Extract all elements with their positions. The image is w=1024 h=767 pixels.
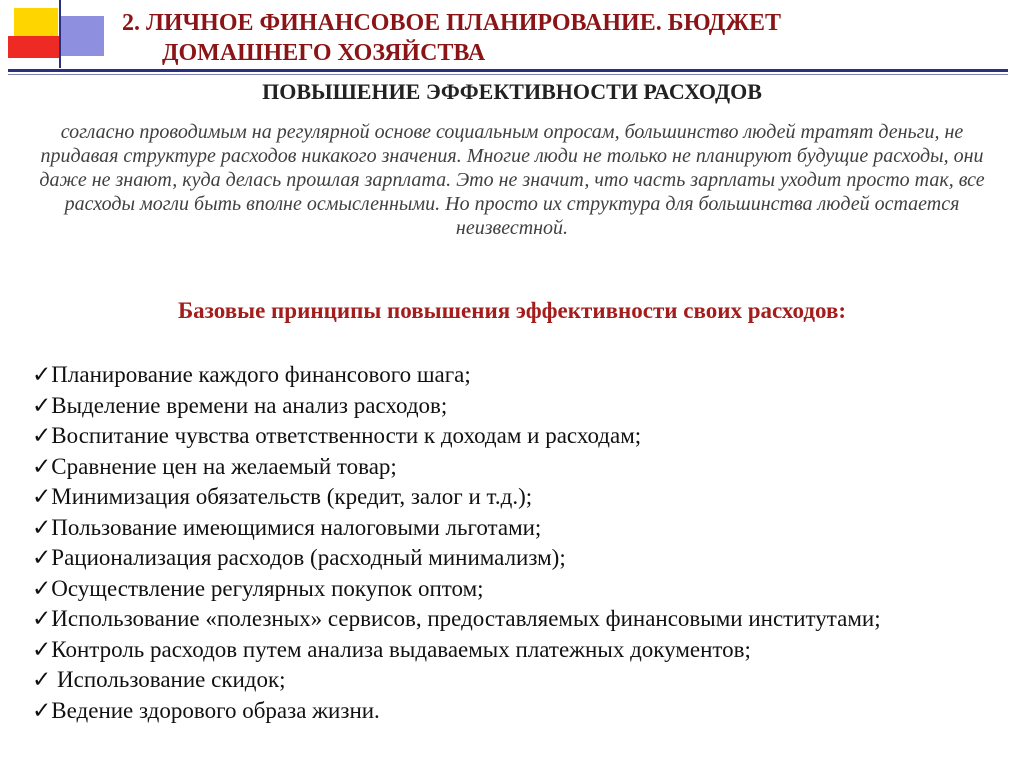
checkmark-icon: ✓ — [32, 423, 52, 448]
principle-text: Сравнение цен на желаемый товар; — [51, 453, 397, 479]
principle-text: Минимизация обязательств (кредит, залог и т.д.); — [51, 484, 533, 509]
principles-heading: Базовые принципы повышения эффективности своих расходов: — [177, 298, 847, 323]
intro-paragraph: согласно проводимым на регулярной основе социальным опросам, большинство людей тратят деньги, не придавая структуре расходов никакого значения. Многие люди не только не планируют будущие расходы, они даже не знают, куда делась прошлая зарплата. Это не значит, что часть зарплаты уходит просто так, все расходы могли быть вполне осмысленными. Но просто их структура для большинства людей остается неизвестной. — [39, 121, 985, 239]
section-subtitle: ПОВЫШЕНИЕ ЭФФЕКТИВНОСТИ РАСХОДОВ — [262, 79, 762, 104]
red-square — [8, 36, 60, 58]
checkmark-icon: ✓ — [32, 636, 52, 662]
checkmark-icon: ✓ — [32, 667, 52, 692]
principle-text: Использование скидок; — [51, 667, 286, 692]
principle-text: Использование «полезных» сервисов, предоставляемых финансовыми институтами; — [51, 606, 881, 631]
checkmark-icon: ✓ — [32, 484, 52, 509]
principle-text: Рационализация расходов (расходный минимализм); — [51, 545, 566, 570]
header-divider — [8, 69, 1008, 72]
principle-item — [32, 543, 1012, 574]
principle-item — [32, 574, 1012, 605]
checkmark-icon: ✓ — [32, 514, 52, 540]
principle-item — [32, 696, 1012, 727]
principle-item — [32, 482, 1012, 513]
checkmark-icon: ✓ — [32, 575, 52, 601]
header-divider-thin — [8, 74, 1008, 75]
checkmark-icon: ✓ — [32, 545, 52, 570]
principle-item — [32, 391, 1012, 422]
principle-text: Воспитание чувства ответственности к доходам и расходам; — [51, 423, 642, 448]
principle-item — [32, 513, 1012, 544]
checkmark-icon: ✓ — [32, 697, 52, 723]
principle-item — [32, 360, 1012, 391]
checkmark-icon: ✓ — [32, 362, 52, 387]
principle-item — [32, 604, 1012, 635]
principle-item — [32, 421, 1012, 452]
principle-item — [32, 635, 1012, 666]
principle-item — [32, 665, 1012, 696]
principle-text: Ведение здорового образа жизни. — [51, 697, 380, 723]
checkmark-icon: ✓ — [32, 453, 52, 479]
principle-text: Контроль расходов путем анализа выдаваемых платежных документов; — [51, 636, 751, 662]
checkmark-icon: ✓ — [32, 392, 52, 418]
principle-item — [32, 452, 1012, 483]
slide-title-line2: ДОМАШНЕГО ХОЗЯЙСТВА — [162, 40, 486, 66]
principle-text: Планирование каждого финансового шага; — [51, 362, 471, 387]
blue-square — [60, 16, 104, 56]
decorative-vertical-line — [59, 0, 61, 68]
principle-text: Пользование имеющимися налоговыми льготами; — [51, 514, 542, 540]
checkmark-icon: ✓ — [32, 606, 52, 631]
principles-list — [32, 360, 1012, 726]
decorative-squares-logo — [0, 0, 110, 70]
slide-title — [122, 8, 1002, 68]
principle-text: Осуществление регулярных покупок оптом; — [51, 575, 484, 601]
principle-text: Выделение времени на анализ расходов; — [51, 392, 448, 418]
slide-title-line1: 2. ЛИЧНОЕ ФИНАНСОВОЕ ПЛАНИРОВАНИЕ. БЮДЖЕТ — [122, 10, 782, 36]
